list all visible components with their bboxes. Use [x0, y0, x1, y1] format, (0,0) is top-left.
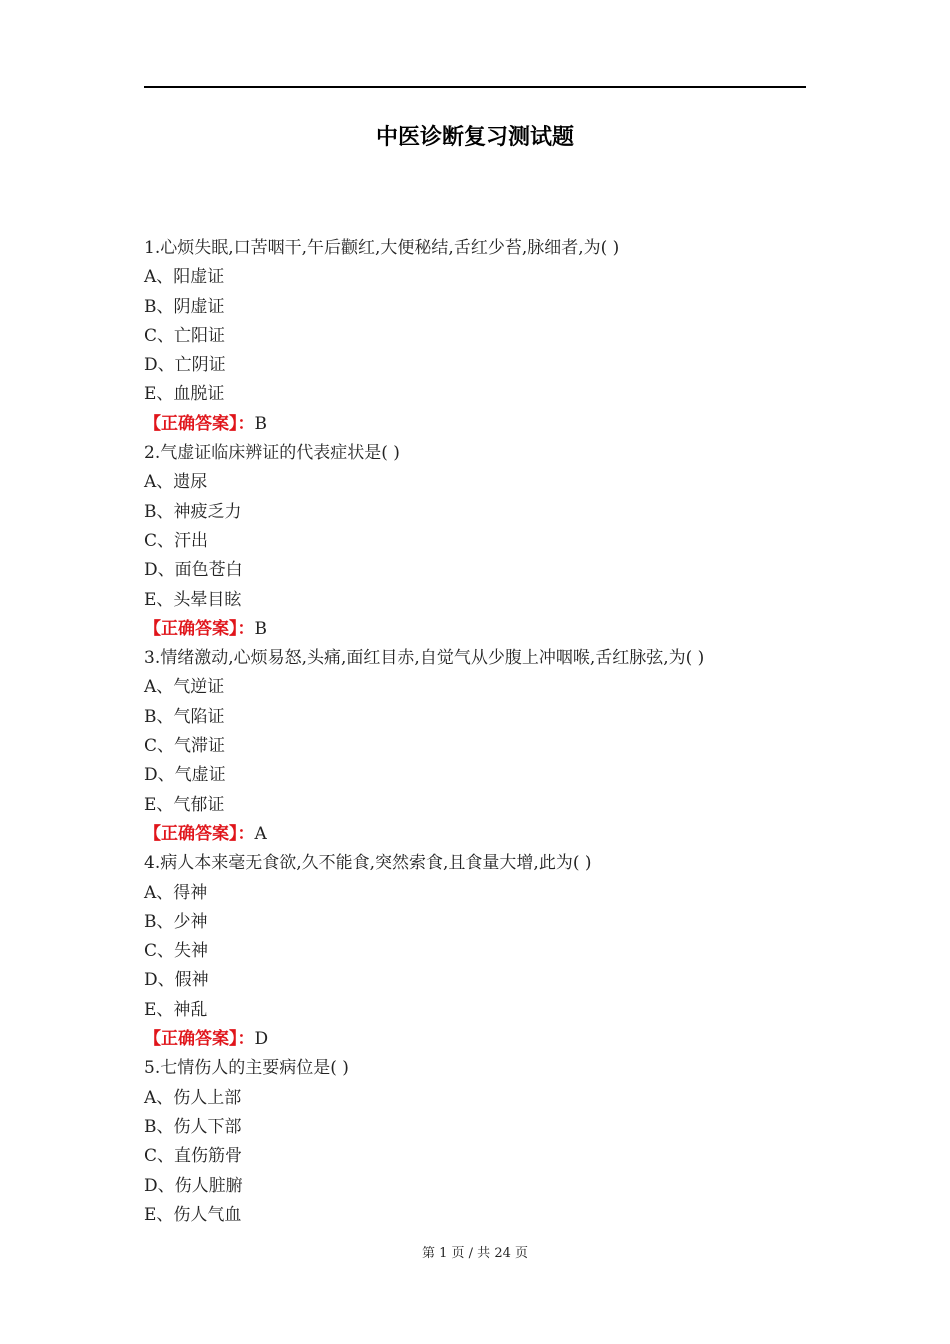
- question-option: C、直伤筋骨: [144, 1146, 243, 1167]
- page-indicator: 第 1 页 / 共 24 页: [422, 1246, 528, 1261]
- question-option: A、得神: [144, 882, 208, 903]
- question-option: D、假神: [144, 970, 209, 991]
- question-option: B、伤人下部: [144, 1116, 242, 1137]
- answer-value: A: [254, 823, 267, 844]
- question-option: B、阴虚证: [144, 296, 225, 317]
- question-option: C、亡阳证: [144, 325, 226, 346]
- question-stem: 2.气虚证临床辨证的代表症状是( ): [144, 443, 400, 464]
- question-option: C、气滞证: [144, 736, 226, 757]
- question-option: A、气逆证: [144, 677, 225, 698]
- question-option: D、亡阴证: [144, 355, 226, 376]
- question-stem: 1.心烦失眠,口苦咽干,午后颧红,大便秘结,舌红少苔,脉细者,为( ): [144, 238, 620, 258]
- question-option: A、伤人上部: [144, 1087, 242, 1108]
- question-option: A、遗尿: [144, 472, 208, 493]
- question-option: B、气陷证: [144, 706, 225, 727]
- question-option: B、神疲乏力: [144, 501, 242, 522]
- answer-value: B: [254, 413, 267, 434]
- question-option: C、失神: [144, 941, 209, 962]
- question-option: B、少神: [144, 911, 208, 932]
- question-option: C、汗出: [144, 530, 209, 551]
- answer-label: 【正确答案】：: [144, 823, 255, 844]
- question-stem: 3.情绪激动,心烦易怒,头痛,面红目赤,自觉气从少腹上冲咽喉,舌红脉弦,为( ): [144, 648, 705, 669]
- answer-value: B: [254, 618, 267, 639]
- question-stem: 4.病人本来毫无食欲,久不能食,突然索食,且食量大增,此为( ): [144, 853, 592, 874]
- answer-row: [144, 1025, 824, 1054]
- header-rule: [144, 86, 806, 88]
- question-option: D、面色苍白: [144, 560, 243, 581]
- question-option: D、气虚证: [144, 765, 226, 786]
- question-option: D、伤人脏腑: [144, 1175, 243, 1196]
- answer-row: [144, 410, 824, 439]
- answer-row: [144, 820, 824, 849]
- document-title: 中医诊断复习测试题: [375, 125, 574, 150]
- question-option: E、神乱: [144, 999, 208, 1020]
- answer-value: D: [254, 1029, 269, 1050]
- question-option: A、阳虚证: [144, 267, 225, 288]
- question-option: E、头晕目眩: [144, 589, 242, 610]
- question-option: E、伤人气血: [144, 1204, 242, 1225]
- answer-label: 【正确答案】：: [144, 618, 255, 639]
- answer-label: 【正确答案】：: [144, 1029, 255, 1050]
- answer-label: 【正确答案】：: [144, 413, 255, 434]
- answer-row: [144, 615, 824, 644]
- question-stem: 5.七情伤人的主要病位是( ): [144, 1058, 349, 1079]
- question-option: E、气郁证: [144, 794, 225, 815]
- question-option: E、血脱证: [144, 384, 225, 405]
- question-list: [144, 234, 824, 1230]
